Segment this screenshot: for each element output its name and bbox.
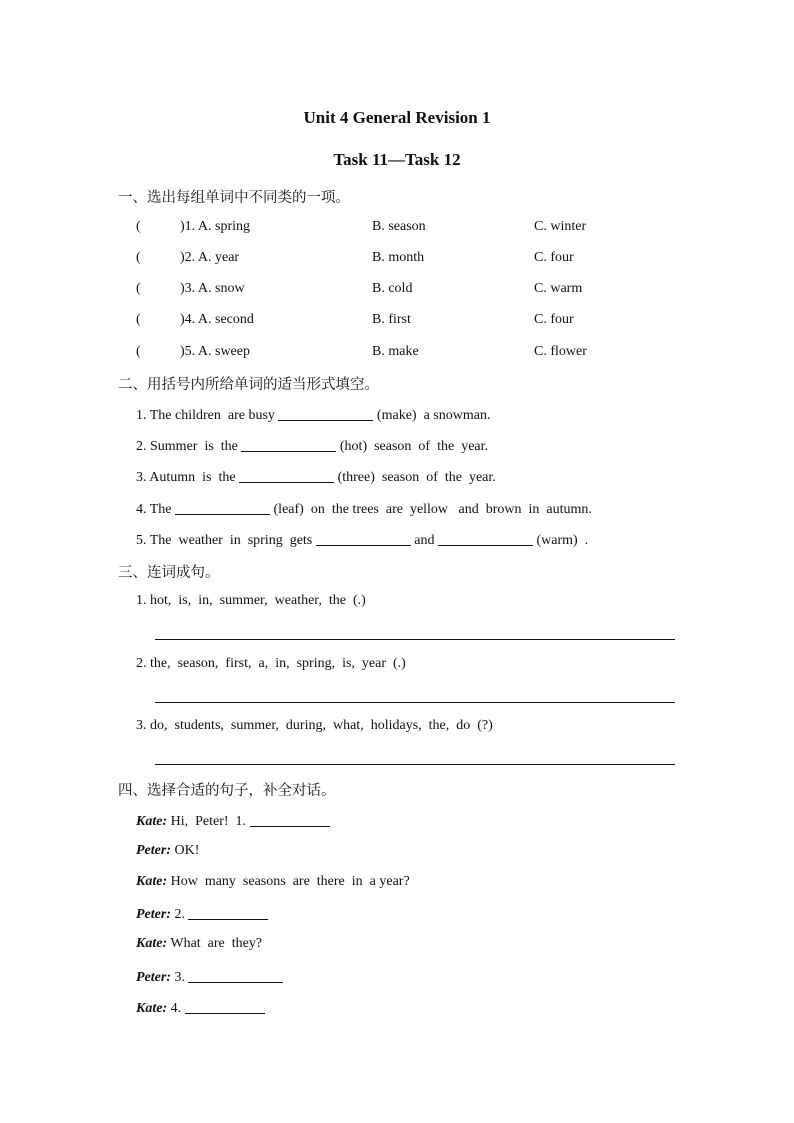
answer-line[interactable] (155, 639, 675, 640)
fill-blank-4 (136, 500, 592, 518)
mc-option-c: C. four (534, 312, 574, 327)
sentence-end: (three) season of the year. (334, 470, 496, 485)
mc-option-c: C. winter (534, 219, 587, 234)
sentence-start: 1. The children are busy (136, 408, 279, 423)
answer-blank[interactable] (241, 437, 336, 452)
mc-question-4 (136, 312, 696, 332)
dialogue-text: How many seasons are there in a year? (167, 874, 410, 889)
fill-blank-3 (136, 468, 496, 486)
mc-option-a: )4. A. second (180, 312, 254, 327)
answer-blank[interactable] (188, 905, 268, 920)
answer-paren: ( (136, 219, 141, 234)
sentence-start: 4. The (136, 502, 176, 517)
sentence-end: (hot) season of the year. (336, 439, 489, 454)
mc-option-c: C. flower (534, 344, 587, 359)
fill-blank-5 (136, 531, 588, 549)
dialogue-line-1 (136, 812, 330, 830)
answer-paren: ( (136, 312, 141, 327)
dialogue-line-7 (136, 999, 265, 1017)
answer-blank[interactable] (175, 500, 270, 515)
dialogue-text: OK! (170, 843, 200, 858)
dialogue-text: 3. (170, 970, 189, 985)
answer-blank[interactable] (438, 531, 533, 546)
dialogue-line-4 (136, 905, 268, 923)
section-1-heading: 一、选出每组单词中不同类的一项。 (118, 190, 350, 206)
answer-blank[interactable] (185, 999, 265, 1014)
word-order-1: 1. hot, is, in, summer, weather, the (.) (136, 593, 366, 608)
answer-blank[interactable] (188, 968, 283, 983)
fill-blank-2 (136, 437, 488, 455)
mc-option-b: B. season (372, 219, 426, 234)
dialogue-line-5 (136, 936, 262, 952)
dialogue-line-3 (136, 874, 410, 890)
mc-option-a: )5. A. sweep (180, 344, 250, 359)
dialogue-text: Hi, Peter! 1. (167, 814, 250, 829)
answer-blank[interactable] (278, 406, 373, 421)
section-4-heading: 四、选择合适的句子，补全对话。 (118, 783, 336, 799)
mc-option-c: C. warm (534, 281, 583, 296)
dialogue-text: 2. (170, 907, 189, 922)
sentence-start: 2. Summer is the (136, 439, 242, 454)
answer-blank[interactable] (250, 812, 330, 827)
answer-blank[interactable] (239, 468, 334, 483)
mc-option-a: )3. A. snow (180, 281, 245, 296)
speaker-name: Kate: (136, 874, 168, 889)
mc-option-a: )1. A. spring (180, 219, 250, 234)
sentence-start: 5. The weather in spring gets (136, 533, 316, 548)
speaker-name: Kate: (136, 936, 168, 951)
mc-option-a: )2. A. year (180, 250, 240, 265)
speaker-name: Peter: (136, 843, 171, 858)
fill-blank-1 (136, 406, 490, 424)
answer-line[interactable] (155, 764, 675, 765)
sentence-end: (leaf) on the trees are yellow and brown in autumn. (270, 502, 592, 517)
mc-option-b: B. cold (372, 281, 413, 296)
section-2-heading: 二、用括号内所给单词的适当形式填空。 (118, 377, 379, 393)
speaker-name: Kate: (136, 1001, 168, 1016)
dialogue-line-2 (136, 843, 199, 859)
answer-paren: ( (136, 281, 141, 296)
sentence-middle: and (410, 533, 438, 548)
mc-option-b: B. month (372, 250, 425, 265)
mc-option-b: B. make (372, 344, 419, 359)
speaker-name: Kate: (136, 814, 168, 829)
mc-option-c: C. four (534, 250, 574, 265)
page-subtitle: Task 11—Task 12 (333, 150, 461, 169)
word-order-3: 3. do, students, summer, during, what, holidays, the, do (?) (136, 718, 493, 733)
answer-blank[interactable] (316, 531, 411, 546)
dialogue-text: 4. (167, 1001, 185, 1016)
word-order-2: 2. the, season, first, a, in, spring, is, year (.) (136, 656, 406, 671)
sentence-end: (make) a snowman. (373, 408, 491, 423)
answer-line[interactable] (155, 702, 675, 703)
answer-paren: ( (136, 250, 141, 265)
sentence-end: (warm) . (532, 533, 589, 548)
speaker-name: Peter: (136, 907, 171, 922)
mc-question-1 (136, 219, 696, 239)
speaker-name: Peter: (136, 970, 171, 985)
mc-option-b: B. first (372, 312, 411, 327)
dialogue-line-6 (136, 968, 283, 986)
dialogue-text: What are they? (167, 936, 263, 951)
mc-question-5 (136, 344, 696, 364)
section-3-heading: 三、连词成句。 (118, 565, 220, 581)
page-title: Unit 4 General Revision 1 (303, 108, 491, 127)
answer-paren: ( (136, 344, 141, 359)
mc-question-3 (136, 281, 696, 301)
sentence-start: 3. Autumn is the (136, 470, 240, 485)
mc-question-2 (136, 250, 696, 270)
